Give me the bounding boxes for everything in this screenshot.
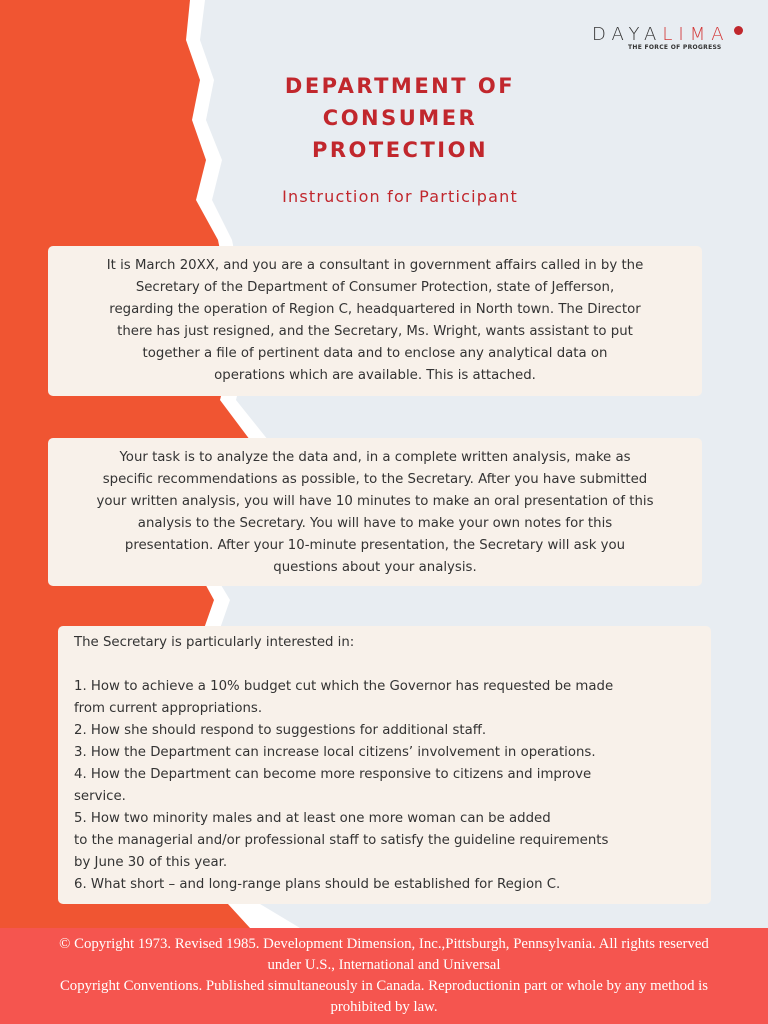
task-line: Your task is to analyze the data and, in a complete written analysis, make as <box>119 450 631 465</box>
interests-card <box>58 626 711 904</box>
task-line: questions about your analysis. <box>273 560 477 575</box>
task-card <box>48 438 702 586</box>
copyright-footer <box>0 928 768 1024</box>
scenario-line: Secretary of the Department of Consumer Protection, state of Jefferson, <box>135 280 615 295</box>
logo-name-part1: DAYA <box>592 24 663 45</box>
interest-line: by June 30 of this year. <box>74 855 228 870</box>
scenario-line: operations which are available. This is attached. <box>214 368 536 383</box>
interest-line: 3. How the Department can increase local citizens’ involvement in operations. <box>74 745 596 760</box>
page-subtitle: Instruction for Participant <box>282 187 518 206</box>
interests-intro: The Secretary is particularly interested in: <box>74 635 355 650</box>
logo-wordmark <box>592 24 742 45</box>
logo <box>592 24 742 51</box>
interest-line: service. <box>74 789 126 804</box>
interest-line: to the managerial and/or professional staff to satisfy the guideline requirements <box>74 833 609 848</box>
interest-line: 4. How the Department can become more responsive to citizens and improve <box>74 767 592 782</box>
interest-line: from current appropriations. <box>74 701 263 716</box>
logo-tagline: THE FORCE OF PROGRESS <box>628 44 722 51</box>
footer-line: © Copyright 1973. Revised 1985. Development Dimension, Inc.,Pittsburgh, Pennsylvania. All rights reserved <box>59 936 709 952</box>
interest-line: 2. How she should respond to suggestions for additional staff. <box>74 723 487 738</box>
scenario-line: together a file of pertinent data and to enclose any analytical data on <box>142 346 608 361</box>
scenario-card <box>48 246 702 396</box>
logo-name-part2: LIMA <box>662 24 730 45</box>
interest-line: 5. How two minority males and at least one more woman can be added <box>74 811 551 826</box>
page-title <box>210 70 590 166</box>
footer-line: under U.S., International and Universal <box>267 957 501 973</box>
interest-line: 1. How to achieve a 10% budget cut which the Governor has requested be made <box>74 679 614 694</box>
logo-flower-icon <box>734 26 743 35</box>
task-line: analysis to the Secretary. You will have to make your own notes for this <box>137 516 613 531</box>
task-line: specific recommendations as possible, to the Secretary. After you have submitted <box>102 472 648 487</box>
task-line: presentation. After your 10-minute presentation, the Secretary will ask you <box>124 538 626 553</box>
scenario-line: regarding the operation of Region C, headquartered in North town. The Director <box>109 302 641 317</box>
title-line: DEPARTMENT OF <box>284 74 516 98</box>
footer-line: prohibited by law. <box>330 999 438 1015</box>
scenario-line: It is March 20XX, and you are a consultant in government affairs called in by the <box>106 258 644 273</box>
title-line: PROTECTION <box>311 138 489 162</box>
title-line: CONSUMER <box>322 106 478 130</box>
scenario-line: there has just resigned, and the Secretary, Ms. Wright, wants assistant to put <box>117 324 633 339</box>
interest-line: 6. What short – and long-range plans should be established for Region C. <box>74 877 561 892</box>
footer-line: Copyright Conventions. Published simultaneously in Canada. Reproductionin part or whole by any method is <box>59 978 709 994</box>
task-line: your written analysis, you will have 10 minutes to make an oral presentation of this <box>96 494 654 509</box>
